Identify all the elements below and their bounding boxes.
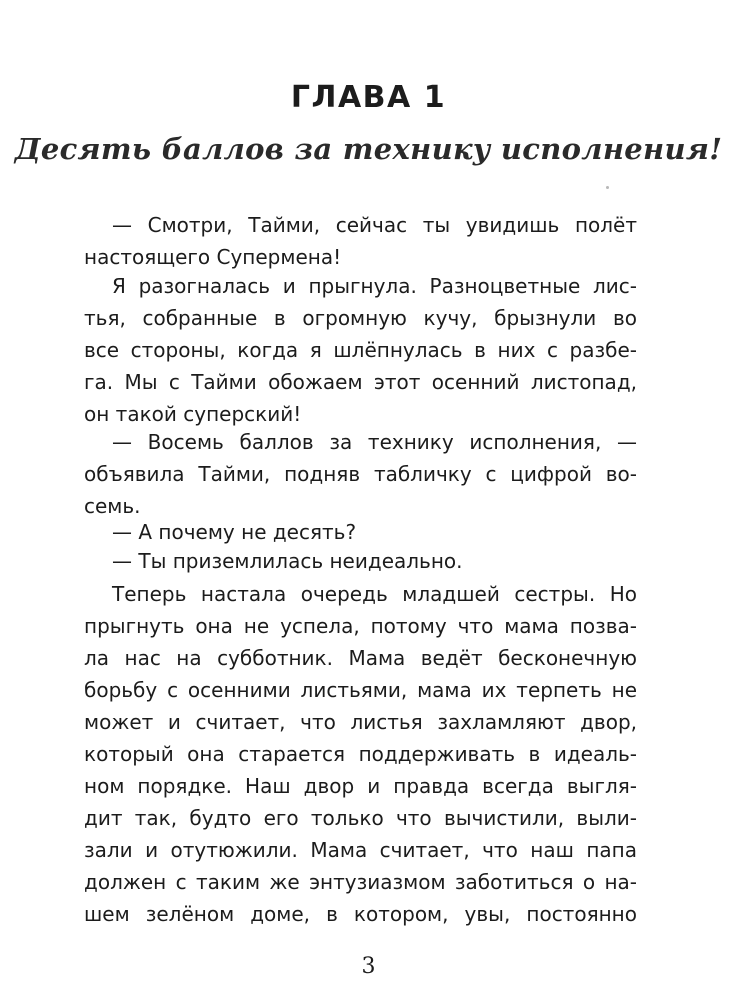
text-line: может и считает, что листья захламляют двор, — [84, 710, 637, 734]
text-line: шем зелёном доме, в котором, увы, постоянно — [84, 902, 637, 926]
text-line: он такой суперский! — [84, 402, 302, 426]
text-line: семь. — [84, 494, 141, 518]
text-line: зали и отутюжили. Мама считает, что наш папа — [84, 838, 637, 862]
chapter-title: ГЛАВА 1 — [290, 80, 447, 115]
text-line: га. Мы с Тайми обожаем этот осенний листопад, — [84, 370, 637, 394]
text-line: который она старается поддерживать в идеаль- — [84, 742, 637, 766]
text-line: — А почему не десять? — [112, 520, 357, 544]
text-line: ла нас на субботник. Мама ведёт бесконечную — [84, 646, 637, 670]
text-line: должен с таким же энтузиазмом заботиться о на- — [84, 870, 637, 894]
text-line: Теперь настала очередь младшей сестры. Но — [112, 582, 637, 606]
text-line: прыгнуть она не успела, потому что мама позва- — [84, 614, 637, 638]
chapter-subtitle: Десять баллов за технику исполнения! — [14, 132, 723, 166]
text-line: настоящего Супермена! — [84, 245, 342, 269]
text-line: — Восемь баллов за технику исполнения, — — [112, 430, 637, 454]
text-line: — Смотри, Тайми, сейчас ты увидишь полёт — [112, 213, 637, 237]
text-line: — Ты приземлилась неидеально. — [112, 549, 463, 573]
paper-speck — [606, 186, 609, 189]
text-line: Я разогналась и прыгнула. Разноцветные лис- — [112, 274, 637, 298]
text-line: все стороны, когда я шлёпнулась в них с разбе- — [84, 338, 637, 362]
text-line: тья, собранные в огромную кучу, брызнули во — [84, 306, 637, 330]
page-number: 3 — [361, 954, 376, 979]
text-line: объявила Тайми, подняв табличку с цифрой во- — [84, 462, 637, 486]
text-line: ном порядке. Наш двор и правда всегда выгля- — [84, 774, 637, 798]
text-line: дит так, будто его только что вычистили, выли- — [84, 806, 637, 830]
text-line: борьбу с осенними листьями, мама их терпеть не — [84, 678, 637, 702]
